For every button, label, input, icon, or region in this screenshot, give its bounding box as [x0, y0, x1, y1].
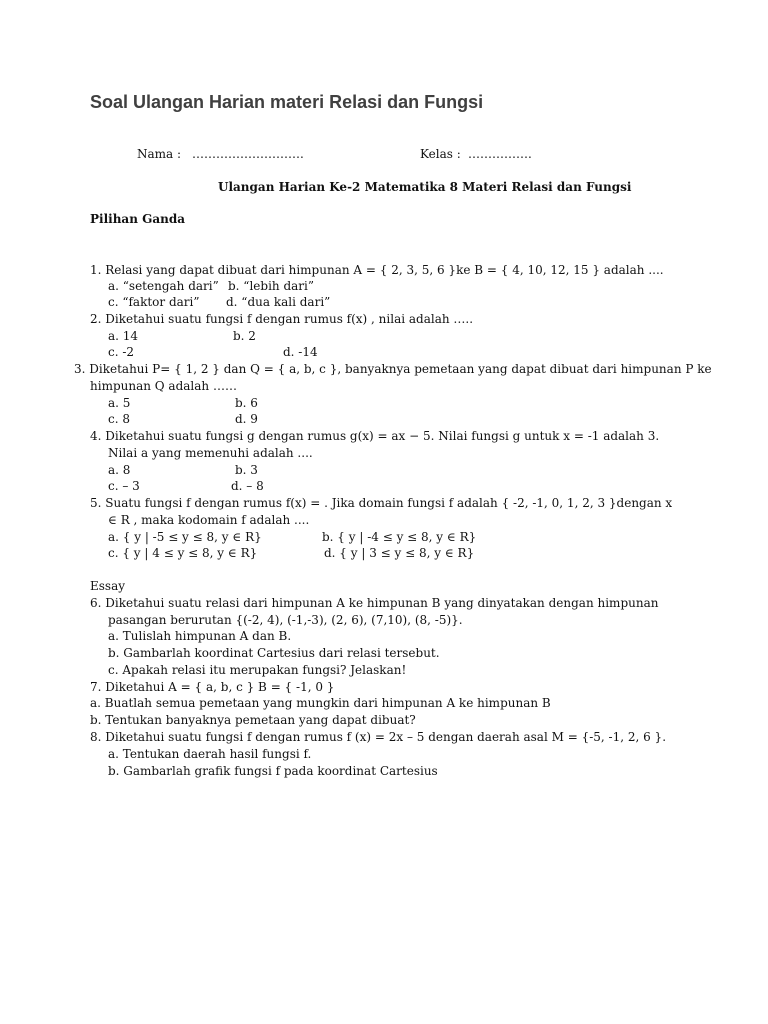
question-2-option-a: a. 14: [108, 329, 139, 343]
question-8: 8. Diketahui suatu fungsi f dengan rumus f (x) = 2x – 5 dengan daerah asal M = {-5, -1, 2, 6 }.: [90, 730, 667, 744]
question-1-option-a: a. “setengah dari”: [108, 279, 219, 293]
question-3-option-d: d. 9: [235, 412, 258, 426]
question-3-option-b: b. 6: [235, 396, 258, 410]
question-5-option-c: c. { y | 4 ≤ y ≤ 8, y ∈ R}: [108, 546, 258, 560]
question-3-continued: himpunan Q adalah ……: [90, 379, 237, 393]
question-7-part-b: b. Tentukan banyaknya pemetaan yang dapat dibuat?: [90, 713, 416, 727]
nama-dots: ……………………….: [192, 147, 304, 161]
section-essay: Essay: [90, 579, 126, 593]
question-4: 4. Diketahui suatu fungsi g dengan rumus g(x) = ax − 5. Nilai fungsi g untuk x = -1 adalah 3.: [90, 429, 660, 443]
nama-label: Nama :: [137, 147, 182, 161]
question-3-option-c: c. 8: [108, 412, 130, 426]
question-1: 1. Relasi yang dapat dibuat dari himpunan A = { 2, 3, 5, 6 }ke B = { 4, 10, 12, 15 } adalah ....: [90, 263, 664, 277]
question-4-option-d: d. – 8: [231, 479, 264, 493]
kelas-dots: …………….: [468, 147, 532, 161]
question-4-option-a: a. 8: [108, 463, 131, 477]
question-2-option-b: b. 2: [233, 329, 256, 343]
kelas-label: Kelas :: [420, 147, 461, 161]
question-6-continued: pasangan berurutan {(-2, 4), (-1,-3), (2, 6), (7,10), (8, -5)}.: [108, 613, 463, 627]
question-1-option-b: b. “lebih dari”: [228, 279, 314, 293]
exam-subtitle: Ulangan Harian Ke-2 Matematika 8 Materi Relasi dan Fungsi: [218, 180, 632, 194]
question-5-continued: ∈ R , maka kodomain f adalah ....: [108, 513, 310, 527]
question-4-option-c: c. – 3: [108, 479, 140, 493]
question-7-part-a: a. Buatlah semua pemetaan yang mungkin dari himpunan A ke himpunan B: [90, 696, 551, 710]
question-5-option-d: d. { y | 3 ≤ y ≤ 8, y ∈ R}: [324, 546, 475, 560]
question-2: 2. Diketahui suatu fungsi f dengan rumus f(x) , nilai adalah …..: [90, 312, 474, 326]
question-1-option-c: c. “faktor dari”: [108, 295, 200, 309]
question-8-part-b: b. Gambarlah grafik fungsi f pada koordinat Cartesius: [108, 764, 438, 778]
question-6-part-a: a. Tulislah himpunan A dan B.: [108, 629, 292, 643]
question-3-option-a: a. 5: [108, 396, 131, 410]
question-6: 6. Diketahui suatu relasi dari himpunan A ke himpunan B yang dinyatakan dengan himpunan: [90, 596, 659, 610]
section-pilihan-ganda: Pilihan Ganda: [90, 212, 186, 226]
question-4-continued: Nilai a yang memenuhi adalah ....: [108, 446, 313, 460]
question-8-part-a: a. Tentukan daerah hasil fungsi f.: [108, 747, 312, 761]
question-7: 7. Diketahui A = { a, b, c } B = { -1, 0 }: [90, 680, 335, 694]
question-5-option-a: a. { y | -5 ≤ y ≤ 8, y ∈ R}: [108, 530, 262, 544]
question-5: 5. Suatu fungsi f dengan rumus f(x) = . Jika domain fungsi f adalah { -2, -1, 0, 1, 2, 3 }dengan x: [90, 496, 673, 510]
document-title: Soal Ulangan Harian materi Relasi dan Fungsi: [90, 92, 484, 112]
question-2-option-c: c. -2: [108, 345, 135, 359]
question-1-option-d: d. “dua kali dari”: [226, 295, 331, 309]
question-5-option-b: b. { y | -4 ≤ y ≤ 8, y ∈ R}: [322, 530, 477, 544]
question-6-part-b: b. Gambarlah koordinat Cartesius dari relasi tersebut.: [108, 646, 440, 660]
question-2-option-d: d. -14: [283, 345, 318, 359]
question-3: 3. Diketahui P= { 1, 2 } dan Q = { a, b, c }, banyaknya pemetaan yang dapat dibuat dari himpunan P ke: [74, 362, 712, 376]
question-4-option-b: b. 3: [235, 463, 258, 477]
question-6-part-c: c. Apakah relasi itu merupakan fungsi? Jelaskan!: [108, 663, 407, 677]
